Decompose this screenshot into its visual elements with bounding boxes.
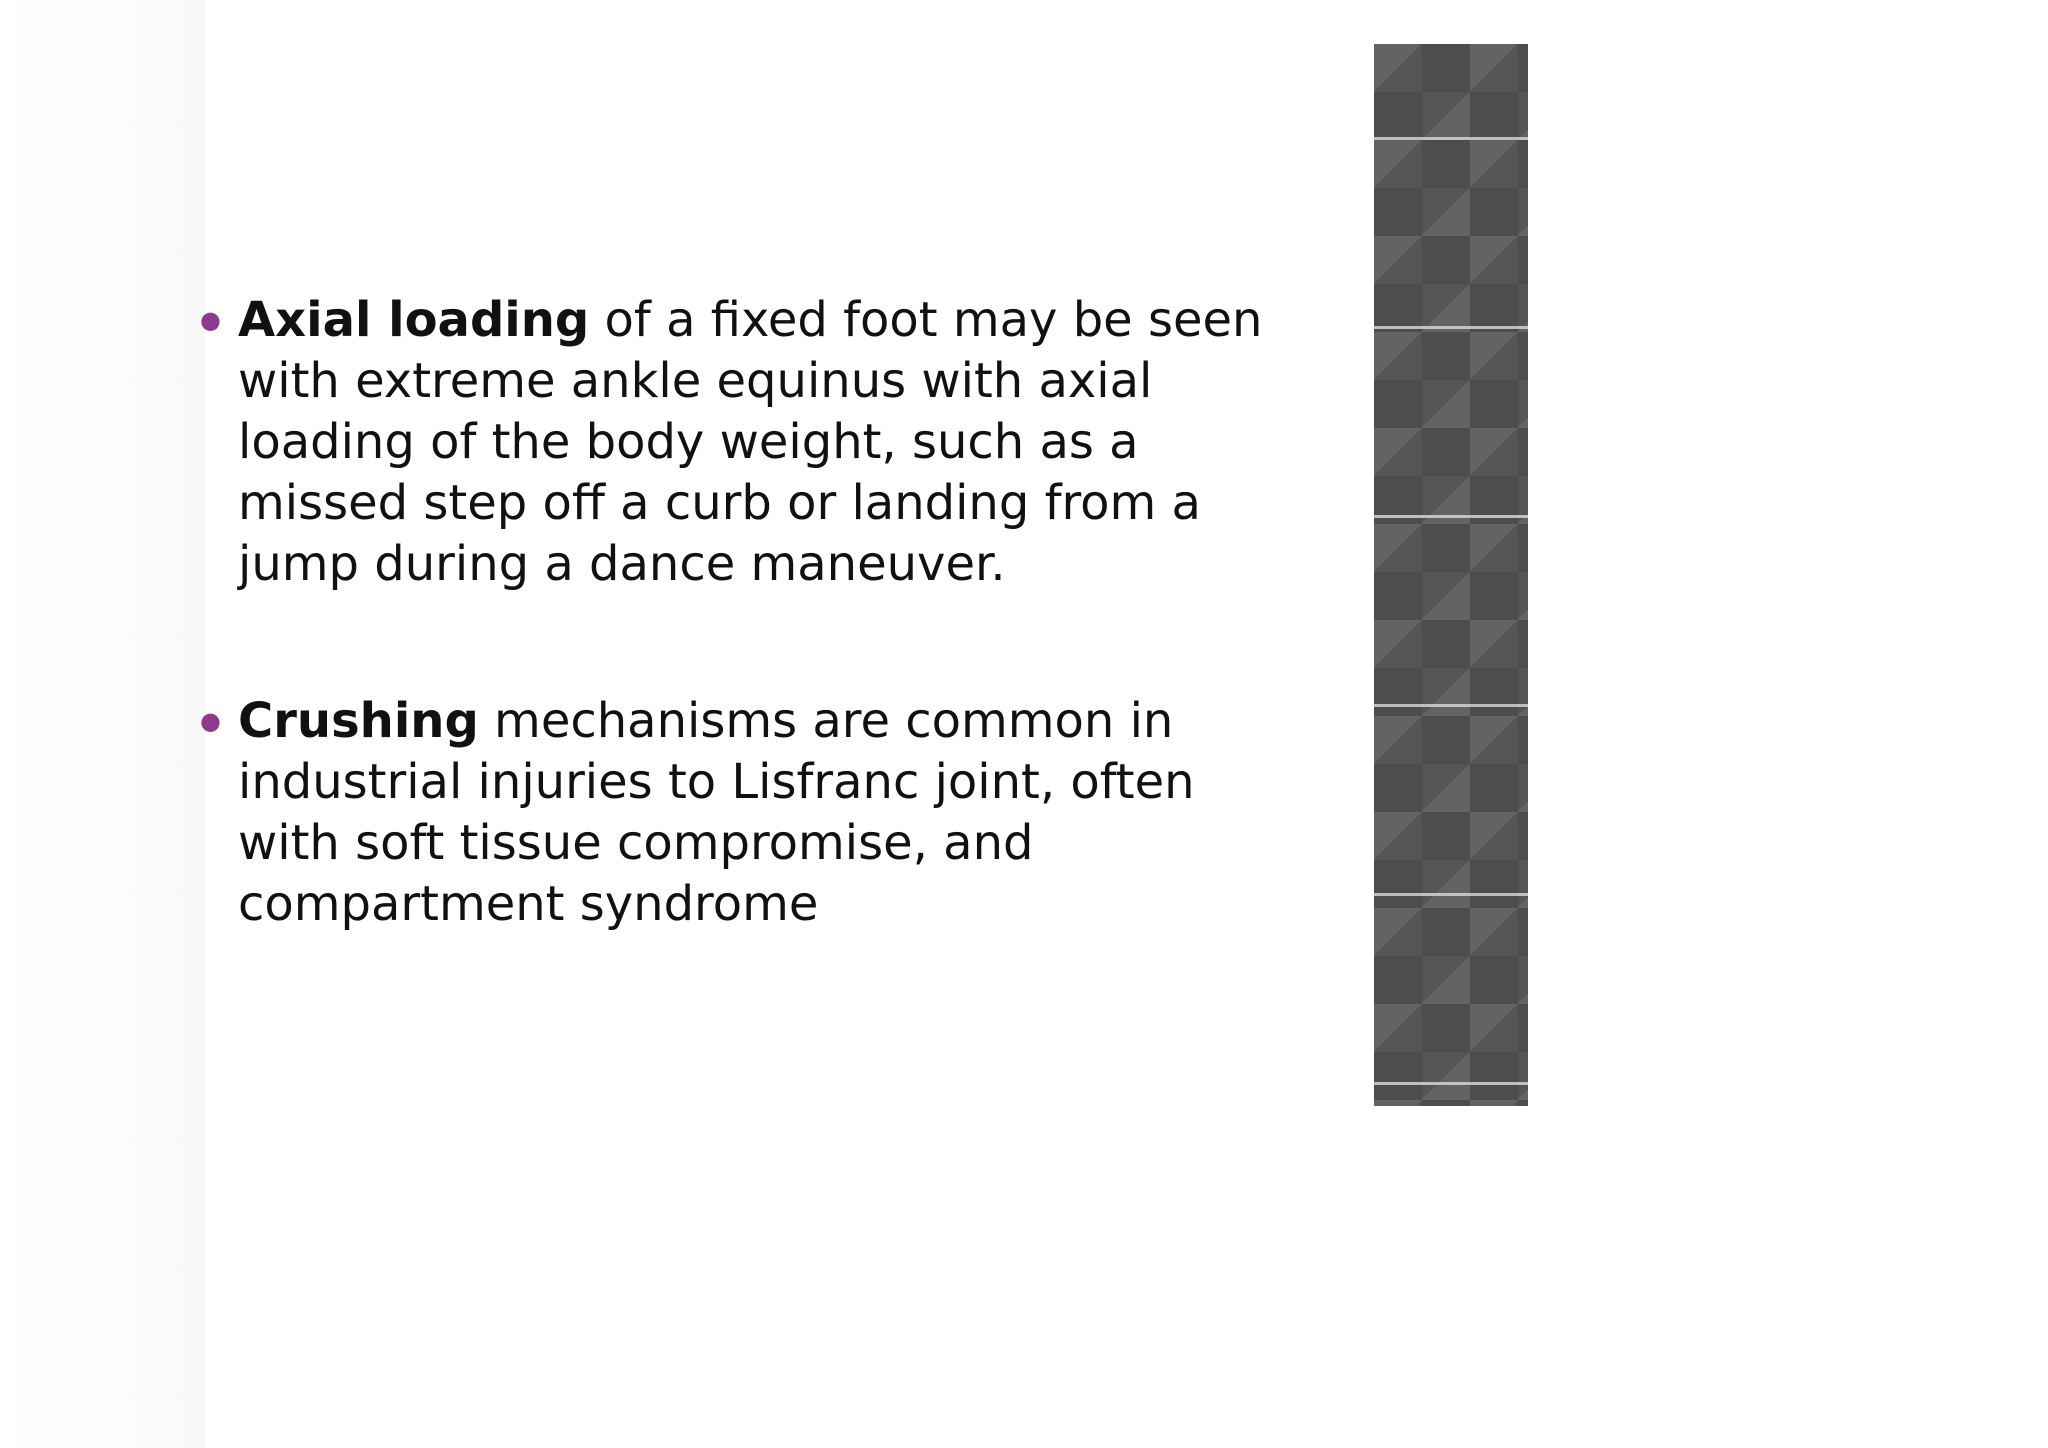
- bullet-text: of a fixed foot may be seen with extreme ankle equinus with axial loading of the body weight, such as a missed step off a curb or landing from a jump during a dance maneuver.: [238, 292, 1263, 592]
- bullet-item-crushing: [196, 691, 1296, 935]
- bullet-lead: Crushing: [238, 693, 479, 749]
- bullet-dot-icon: ●: [200, 707, 221, 735]
- bullet-dot-icon: ●: [200, 306, 221, 334]
- bullet-list: [196, 290, 1296, 1031]
- bullet-text: mechanisms are common in industrial injuries to Lisfranc joint, often with soft tissue compromise, and compartment syndrome: [238, 693, 1195, 932]
- decorative-pattern-strip: [1374, 44, 1528, 1106]
- bullet-lead: Axial loading: [238, 292, 590, 348]
- left-shade: [0, 0, 205, 1448]
- bullet-item-axial-loading: [196, 290, 1296, 595]
